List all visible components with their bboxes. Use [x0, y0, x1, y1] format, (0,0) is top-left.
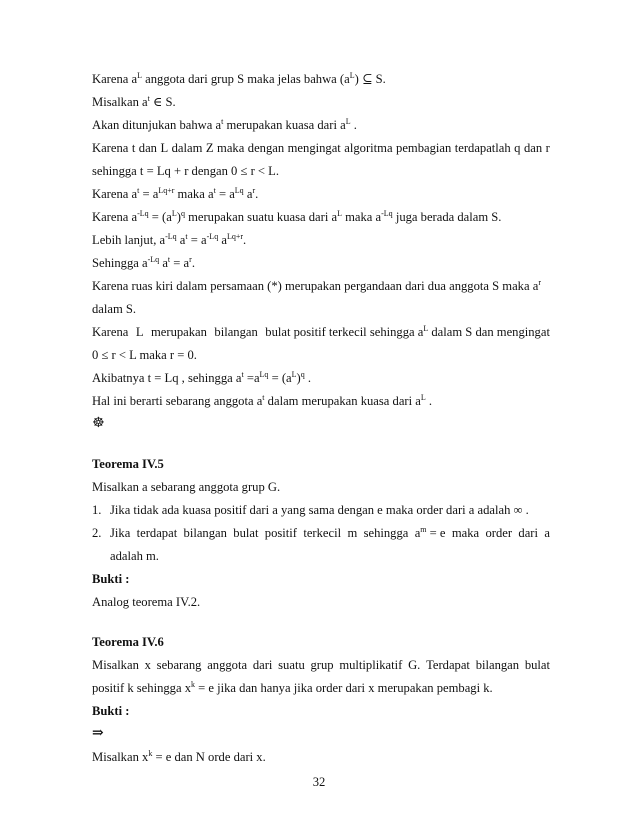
theorem-5-proof-title: Bukti : — [92, 572, 130, 586]
proof-line-4: Karena t dan L dalam Z maka dengan mengingat algoritma pembagian terdapatlah q dan r — [92, 141, 550, 155]
theorem-6-line-2: positif k sehingga $x^k = e$ jika dan hanya jika order dari x merupakan pembagi k. — [92, 679, 493, 695]
proof-line-1: Karena $a^L$ anggota dari grup S maka jelas bahwa $(a^L)$ ⊆ S. — [92, 70, 386, 86]
theorem-5-proof: Analog teorema IV.2. — [92, 595, 201, 609]
proof-line-14: Akibatnya t = Lq , sehingga $a^t =a^{Lq} = (a^L)^q$ . — [92, 369, 311, 385]
proof-line-2: Misalkan $a^t$ ∈ S. — [92, 93, 176, 109]
proof-line-15: Hal ini berarti sebarang anggota $a^t$ dalam merupakan kuasa dari $a^L$ . — [92, 392, 433, 408]
theorem-6-line-1: Misalkan x sebarang anggota dari suatu grup multiplikatif G. Terdapat bilangan bulat — [92, 658, 550, 672]
proof-line-10: Karena ruas kiri dalam persamaan (*) merupakan pergandaan dari dua anggota S maka $a^r$ — [92, 277, 541, 293]
proof-line-9: Sehingga $a^{-Lq}$ $a^t = a^r$. — [92, 254, 195, 270]
proof-line-6: Karena $a^t = a^{Lq+r}$ maka $a^t = a^{Lq}$ $a^r$. — [92, 185, 259, 201]
proof-line-7: Karena $a^{-Lq} = (a^L)^q$ merupakan suatu kuasa dari $a^L$ maka $a^{-Lq}$ juga berada dalam S. — [92, 208, 502, 224]
proof-line-3: Akan ditunjukan bahwa $a^t$ merupakan kuasa dari $a^L$ . — [92, 116, 357, 132]
theorem-5-item-2: 2. Jika terdapat bilangan bulat positif terkecil m sehingga $a^m = e$ maka order dari a — [92, 524, 550, 540]
proof-line-12: Karena L merupakan bilangan bulat positif terkecil sehingga $a^L$ dalam S dan mengingat — [92, 323, 550, 339]
theorem-6-proof-line: Misalkan $x^k = e$ dan N orde dari x. — [92, 748, 266, 764]
proof-line-5: sehingga t = Lq + r dengan 0 ≤ r < L. — [92, 164, 279, 178]
implies-arrow-icon: ⇒ — [92, 726, 104, 741]
proof-line-13: 0 ≤ r < L maka r = 0. — [92, 348, 197, 362]
theorem-6-proof-title: Bukti : — [92, 704, 130, 718]
theorem-5-item-1: 1. Jika tidak ada kuasa positif dari a yang sama dengan e maka order dari a adalah ∞ . — [92, 503, 529, 517]
theorem-6-title: Teorema IV.6 — [92, 635, 164, 649]
end-of-proof-mark: ☸ — [92, 416, 105, 431]
proof-line-8: Lebih lanjut, $a^{-Lq}$ $a^t = a^{-Lq}$ $a^{Lq+r}$. — [92, 231, 247, 247]
theorem-5-item-2-cont: adalah m. — [110, 549, 159, 563]
theorem-5-title: Teorema IV.5 — [92, 457, 164, 471]
page-content — [92, 71, 550, 765]
theorem-5-intro: Misalkan a sebarang anggota grup G. — [92, 480, 281, 494]
proof-line-11: dalam S. — [92, 302, 137, 316]
page-number: 32 — [312, 775, 326, 789]
